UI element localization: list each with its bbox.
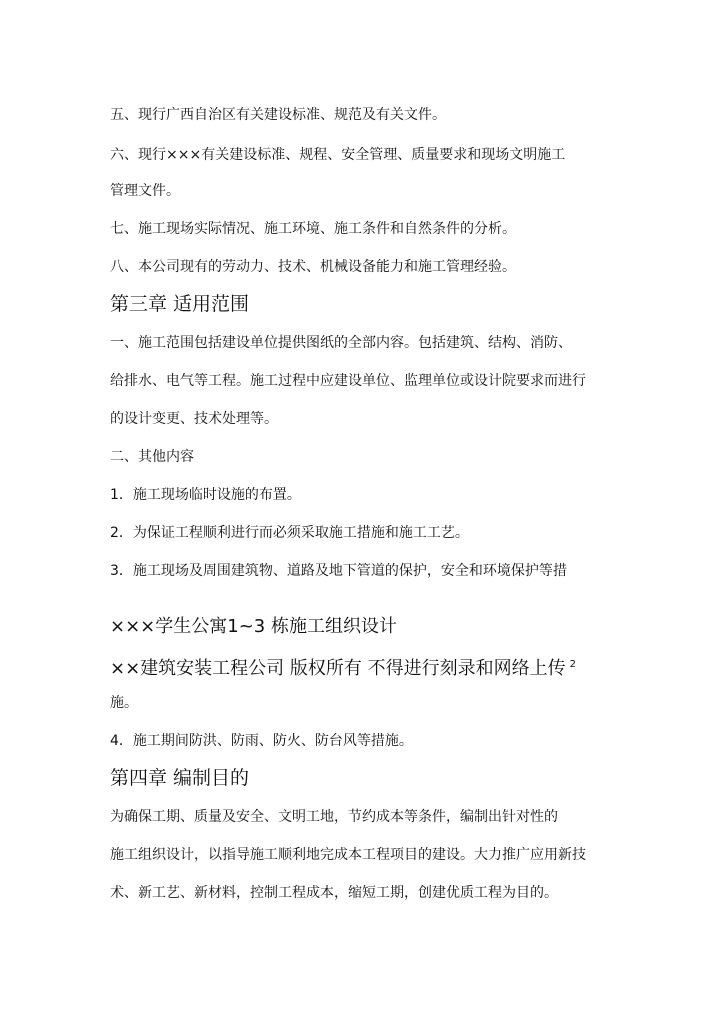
chapter-heading: 第三章 适用范围 <box>110 293 250 315</box>
footer-title: ×××学生公寓1~3 栋施工组织设计 <box>110 616 397 637</box>
paragraph-line: 八、本公司现有的劳动力、技术、机械设备能力和施工管理经验。 <box>110 259 516 275</box>
paragraph-line: 管理文件。 <box>110 183 180 199</box>
paragraph-line: 为确保工期、质量及安全、文明工地，节约成本等条件，编制出针对性的 <box>110 809 558 825</box>
paragraph-line: 二、其他内容 <box>110 449 194 465</box>
chapter-heading: 第四章 编制目的 <box>110 767 250 789</box>
list-item: 4．施工期间防洪、防雨、防火、防台风等措施。 <box>110 733 413 749</box>
copyright-text: ××建筑安装工程公司 版权所有 不得进行刻录和网络上传 <box>110 658 566 679</box>
paragraph-line: 六、现行×××有关建设标准、规程、安全管理、质量要求和现场文明施工 <box>110 147 566 163</box>
paragraph-line: 一、施工范围包括建设单位提供图纸的全部内容。包括建筑、结构、消防、 <box>110 335 572 351</box>
list-item: 1．施工现场临时设施的布置。 <box>110 487 301 503</box>
paragraph-line: 施工组织设计，以指导施工顺利地完成本工程项目的建设。大力推广应用新技 <box>110 847 586 863</box>
paragraph-line: 的设计变更、技术处理等。 <box>110 411 278 427</box>
list-item: 3．施工现场及周围建筑物、道路及地下管道的保护，安全和环境保护等措 <box>110 563 567 579</box>
paragraph-line: 施。 <box>110 695 138 711</box>
paragraph-line: 五、现行广西自治区有关建设标准、规范及有关文件。 <box>110 107 446 123</box>
paragraph-line: 七、施工现场实际情况、施工环境、施工条件和自然条件的分析。 <box>110 221 516 237</box>
paragraph-line: 术、新工艺、新材料，控制工程成本，缩短工期，创建优质工程为目的。 <box>110 885 558 901</box>
page-number: 2 <box>569 659 576 670</box>
footer-copyright <box>110 654 576 680</box>
list-item: 2．为保证工程顺利进行而必须采取施工措施和施工工艺。 <box>110 525 469 541</box>
paragraph-line: 给排水、电气等工程。施工过程中应建设单位、监理单位或设计院要求而进行 <box>110 373 586 389</box>
